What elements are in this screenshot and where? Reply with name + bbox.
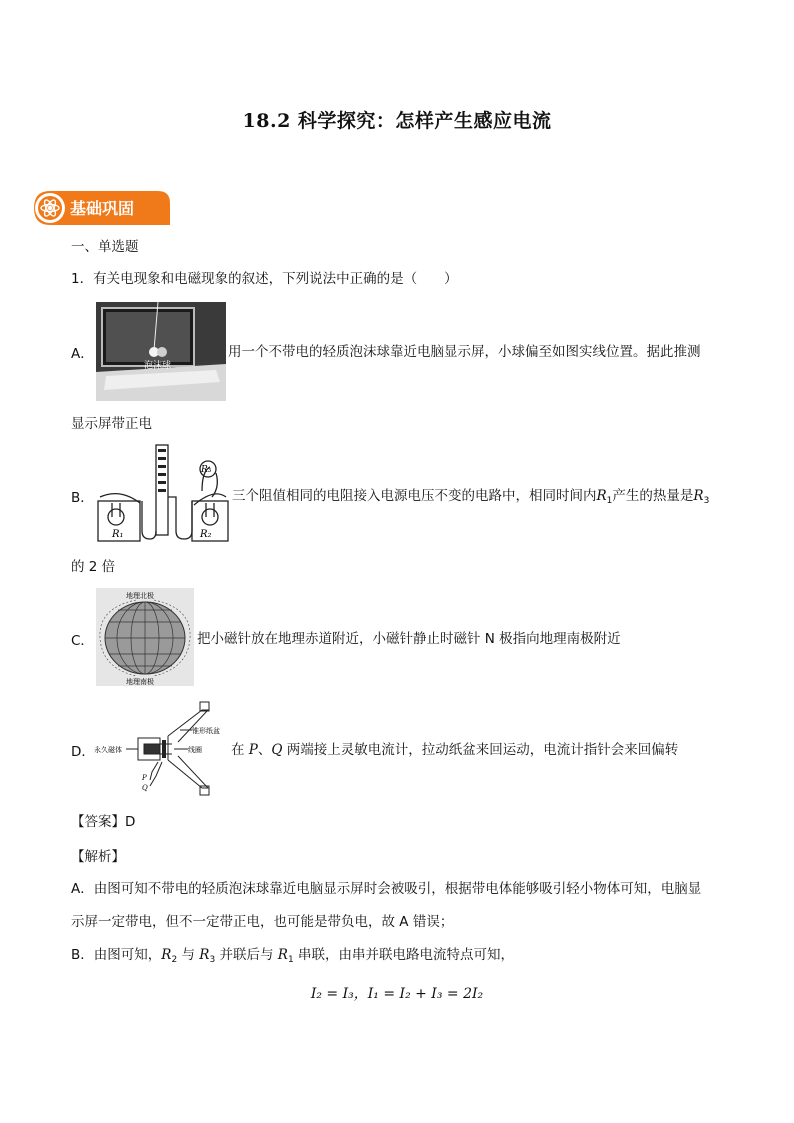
option-a-letter: A． bbox=[71, 346, 94, 362]
analysis-line-a2: 示屏一定带电，但不一定带正电，也可能是带负电，故 A 错误； bbox=[71, 914, 454, 930]
south-pole-label: 地理南极 bbox=[126, 678, 154, 686]
section-banner bbox=[30, 189, 172, 227]
option-d-text: 在 P、Q 两端接上灵敏电流计，拉动纸盆来回运动，电流计指针会来回偏转 bbox=[231, 742, 679, 758]
cone-label: 锥形纸盆 bbox=[192, 727, 220, 735]
resistor-circuit-figure bbox=[92, 443, 232, 543]
foam-ball-label: 泡沫球 bbox=[144, 361, 172, 371]
option-d-letter: D． bbox=[71, 744, 95, 760]
current-formula: I₂ = I₃，I₁ = I₂ + I₃ = 2I₂ bbox=[310, 986, 484, 1002]
option-b-text-cont: 的 2 倍 bbox=[71, 559, 116, 575]
terminal-p-label: P bbox=[142, 774, 147, 782]
analysis-line-a1: A．由图可知不带电的轻质泡沫球靠近电脑显示屏时会被吸引，根据带电体能够吸引轻小物体可知，电脑显 bbox=[71, 881, 702, 897]
option-b-text: 三个阻值相同的电阻接入电源电压不变的电路中，相同时间内$R_1$产生的热量是$R_3$ bbox=[232, 488, 710, 506]
page-title: 18.2 科学探究：怎样产生感应电流 bbox=[242, 110, 552, 132]
fig-r2-label: R₂ bbox=[200, 529, 212, 540]
section-heading: 一、单选题 bbox=[71, 239, 139, 255]
analysis-heading: 【解析】 bbox=[71, 849, 125, 865]
coil-label: 线圈 bbox=[188, 746, 202, 754]
fig-r3-label: R₃ bbox=[201, 465, 212, 475]
option-b-letter: B． bbox=[71, 490, 94, 506]
option-c-letter: C． bbox=[71, 633, 94, 649]
question-text: 1．有关电现象和电磁现象的叙述，下列说法中正确的是（ ） bbox=[71, 271, 458, 287]
laptop-figure bbox=[96, 302, 226, 401]
answer-label: 【答案】D bbox=[71, 814, 136, 830]
analysis-line-b: B．由图可知，$R_2$ 与 $R_3$ 并联后与 $R_1$ 串联，由串并联电路电流特点可知， bbox=[71, 947, 514, 965]
option-a-text: 用一个不带电的轻质泡沫球靠近电脑显示屏，小球偏至如图实线位置。据此推测 bbox=[228, 344, 701, 360]
banner-label: 基础巩固 bbox=[70, 199, 135, 218]
option-c-text: 把小磁针放在地理赤道附近，小磁针静止时磁针 N 极指向地理南极附近 bbox=[197, 631, 621, 647]
magnet-label: 永久磁体 bbox=[94, 746, 122, 754]
option-a-text-cont: 显示屏带正电 bbox=[71, 416, 152, 432]
earth-magnetic-field-figure bbox=[96, 588, 194, 686]
speaker-figure bbox=[94, 700, 220, 798]
north-pole-label: 地理北极 bbox=[126, 592, 154, 600]
fig-r1-label: R₁ bbox=[112, 529, 124, 540]
terminal-q-label: Q bbox=[142, 784, 148, 792]
